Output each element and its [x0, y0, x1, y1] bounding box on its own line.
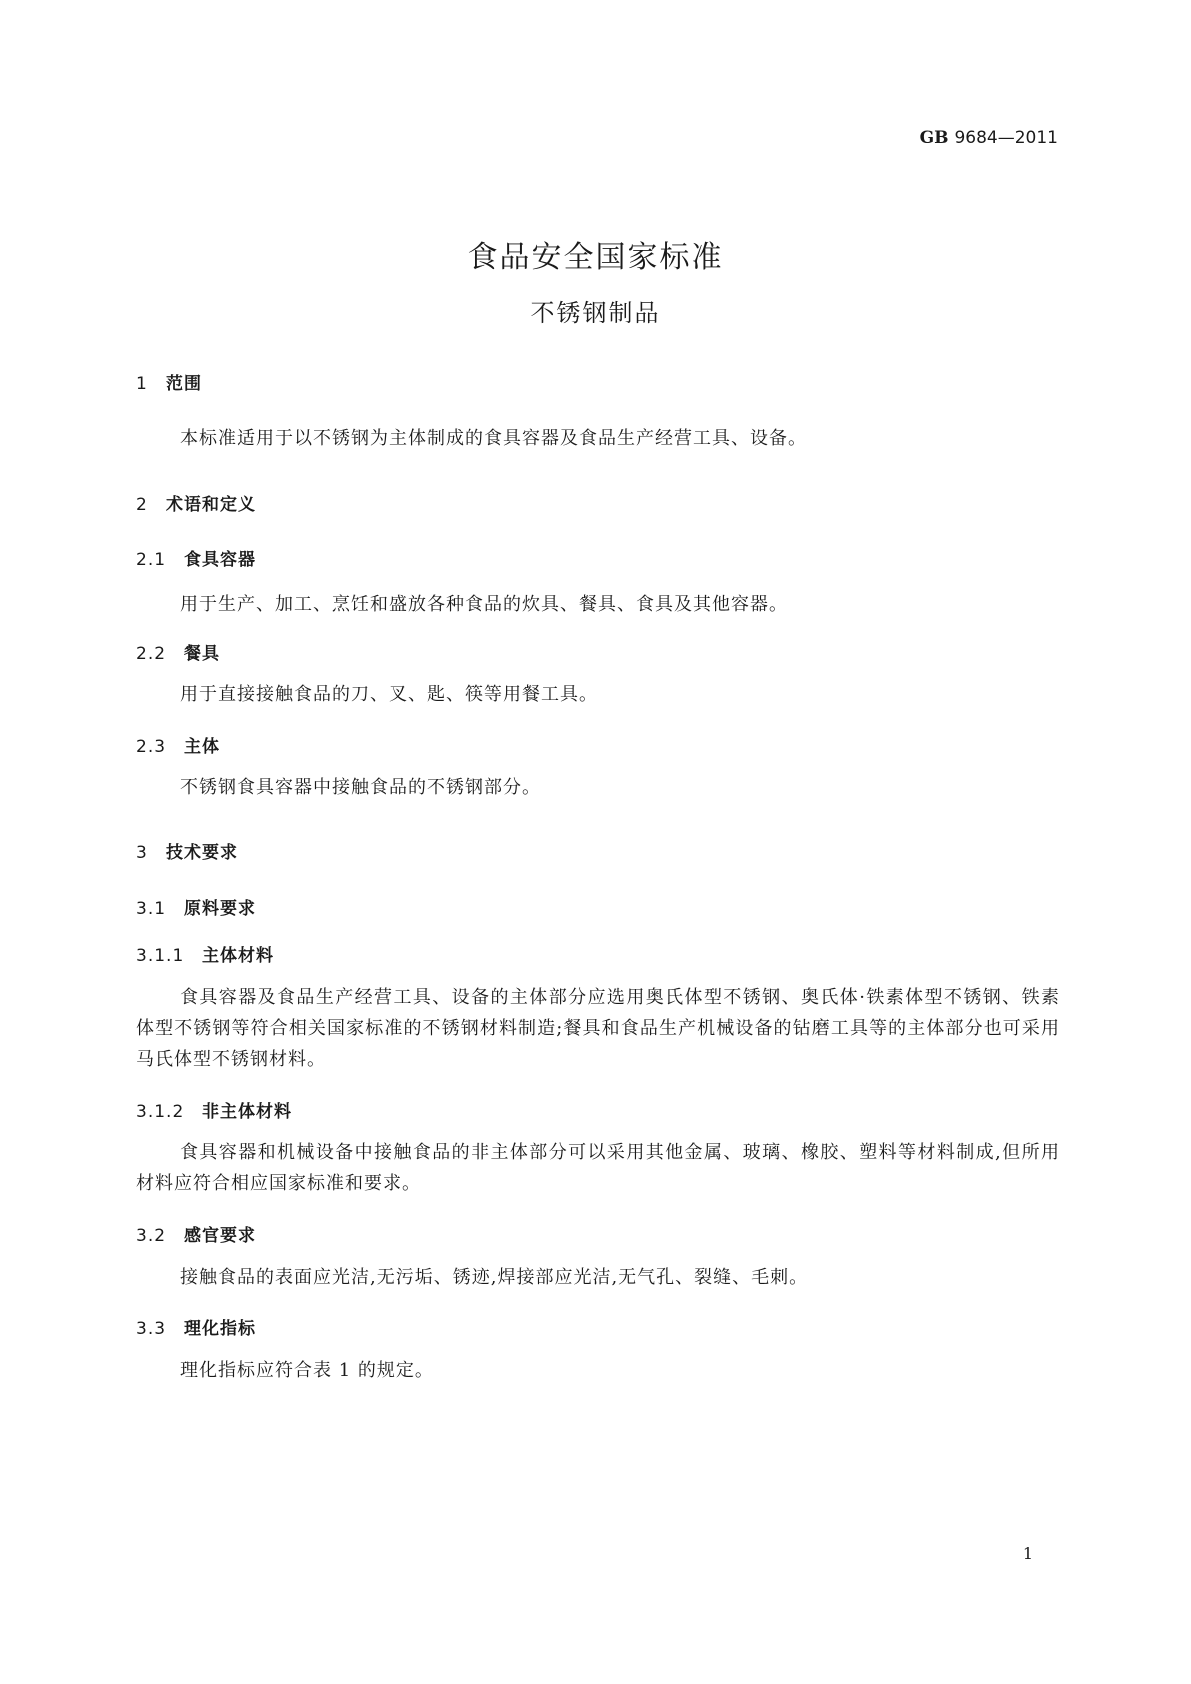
section-paragraph-3-1-2: 食具容器和机械设备中接触食品的非主体部分可以采用其他金属、玻璃、橡胶、塑料等材料制成,但所用材料应符合相应国家标准和要求。 [136, 1142, 1060, 1194]
section-heading-3-1-2 [136, 1097, 292, 1122]
section-title: 理化指标 [184, 1319, 256, 1339]
section-title: 原料要求 [184, 899, 256, 919]
section-heading-2-1 [136, 545, 256, 570]
section-paragraph-2-3: 不锈钢食具容器中接触食品的不锈钢部分。 [180, 777, 541, 798]
section-title: 范围 [166, 374, 202, 394]
document-subtitle: 不锈钢制品 [530, 299, 661, 327]
section-heading-2 [136, 490, 256, 515]
section-title: 感官要求 [184, 1226, 256, 1246]
section-number: 2.3 [136, 737, 167, 757]
section-number: 3.1.1 [136, 946, 185, 966]
section-number: 1 [136, 374, 148, 394]
section-title: 餐具 [184, 644, 220, 664]
standard-code-number: 9684—2011 [954, 128, 1058, 148]
section-title: 食具容器 [184, 550, 256, 570]
section-heading-2-2 [136, 639, 220, 664]
document-title: 食品安全国家标准 [467, 240, 724, 275]
section-paragraph-3-2: 接触食品的表面应光洁,无污垢、锈迹,焊接部应光洁,无气孔、裂缝、毛刺。 [180, 1267, 809, 1288]
section-heading-3-1-1 [136, 941, 274, 966]
section-heading-3-2 [136, 1221, 256, 1246]
section-heading-3-3 [136, 1314, 256, 1339]
section-paragraph-1: 本标准适用于以不锈钢为主体制成的食具容器及食品生产经营工具、设备。 [180, 428, 807, 449]
section-paragraph-2-1: 用于生产、加工、烹饪和盛放各种食品的炊具、餐具、食具及其他容器。 [180, 594, 788, 615]
section-number: 2.1 [136, 550, 167, 570]
section-title: 主体材料 [202, 946, 274, 966]
page-number: 1 [1022, 1544, 1033, 1563]
section-title: 主体 [184, 737, 220, 757]
section-heading-1 [136, 369, 202, 394]
section-paragraph-3-1-1: 食具容器及食品生产经营工具、设备的主体部分应选用奥氏体型不锈钢、奥氏体·铁素体型不锈钢、铁素体型不锈钢等符合相关国家标准的不锈钢材料制造;餐具和食品生产机械设备的钻磨工具等的主体部分也可采用马氏体型不锈钢材料。 [136, 987, 1060, 1070]
section-paragraph-3-3: 理化指标应符合表 1 的规定。 [180, 1360, 434, 1381]
section-number: 2.2 [136, 644, 167, 664]
section-heading-2-3 [136, 732, 220, 757]
section-title: 技术要求 [166, 843, 238, 863]
section-number: 3 [136, 843, 148, 863]
section-number: 3.1 [136, 899, 167, 919]
standard-code-prefix: GB [919, 128, 949, 148]
section-title: 非主体材料 [202, 1102, 292, 1122]
section-number: 2 [136, 495, 148, 515]
section-heading-3 [136, 838, 238, 863]
standard-code [920, 128, 1058, 148]
section-number: 3.1.2 [136, 1102, 185, 1122]
section-heading-3-1 [136, 894, 256, 919]
section-title: 术语和定义 [166, 495, 256, 515]
section-number: 3.2 [136, 1226, 167, 1246]
section-number: 3.3 [136, 1319, 167, 1339]
section-paragraph-2-2: 用于直接接触食品的刀、叉、匙、筷等用餐工具。 [180, 684, 598, 705]
